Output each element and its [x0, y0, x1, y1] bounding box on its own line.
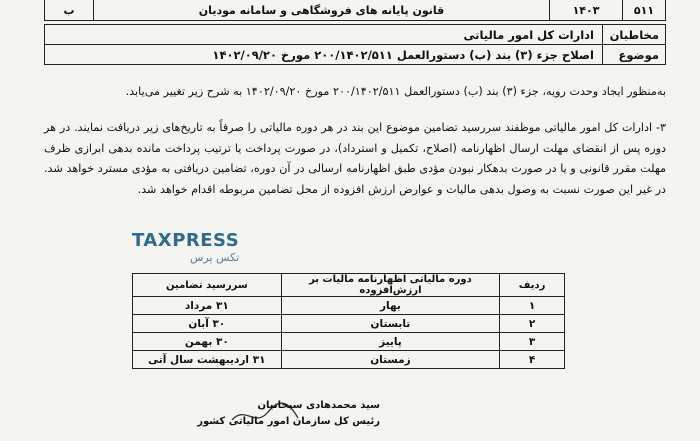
header-year: ۱۴۰۳ [549, 0, 622, 20]
th-row: ردیف [500, 274, 565, 297]
header-number: ۵۱۱ [622, 0, 665, 20]
intro-paragraph: به‌منظور ایجاد وحدت رویه، جزء (۳) بند (ب) دستورالعمل ۲۰۰/۱۴۰۲/۵۱۱ مورخ ۱۴۰۲/۰۹/۲۰ به شرح زیر تغییر می‌یابد. [125, 85, 666, 98]
cell-due: ۳۰ آبان [133, 315, 282, 333]
addressee-label: مخاطبان [602, 25, 665, 44]
signature-block [180, 398, 380, 430]
subject-row [45, 44, 665, 64]
subject-label: موضوع [602, 45, 665, 64]
meta-box [44, 24, 666, 65]
watermark-sub: تکس پرس [189, 251, 240, 264]
cell-due: ۳۱ مرداد [133, 297, 282, 315]
watermark-logo: TAXPRESS [132, 230, 240, 251]
cell-row: ۱ [500, 297, 565, 315]
signer-title: رئیس کل سازمان امور مالیاتی کشور [197, 416, 380, 427]
cell-due: ۳۰ بهمن [133, 333, 282, 351]
guarantee-table [132, 273, 565, 369]
table-row [133, 315, 565, 333]
addressee-row [45, 25, 665, 44]
subject-value: اصلاح جزء (۳) بند (ب) دستورالعمل ۲۰۰/۱۴۰۲/۵۱۱ مورخ ۱۴۰۲/۰۹/۲۰ [212, 47, 594, 62]
table-row [133, 333, 565, 351]
body-paragraph: ۳- ادارات کل امور مالیاتی موظفند سررسید تضامین موضوع این بند در هر دوره مالیاتی را صرفاً به تاریخ‌های زیر دریافت نمایند. در هر دوره پس از انقضای مهلت ارسال اظهارنامه (اصلاح، تکمیل و استرداد)، در صورت پرداخت یا ترتیب پرداخت مانده بدهی ابرازی ظرف مهلت مقرر قانونی و یا در صورت بدهکار نبودن مؤدی طبق اظهارنامه ارسالی در آن دوره، تضامین دریافتی به مؤدی مسترد خواهد شد. در غیر این صورت نسبت به وصول بدهی مالیات و عوارض ارزش افزوده از محل تضامین مربوطه اقدام خواهد شد. [44, 121, 666, 196]
header-clause: ب [63, 3, 75, 17]
cell-period: تابستان [281, 315, 499, 333]
th-due: سررسید تضامین [133, 274, 282, 297]
cell-row: ۲ [500, 315, 565, 333]
cell-period: پاییز [281, 333, 499, 351]
cell-row: ۳ [500, 333, 565, 351]
table-header-row [133, 274, 565, 297]
addressee-value: ادارات کل امور مالیاتی [463, 27, 594, 42]
cell-period: بهار [281, 297, 499, 315]
table-row [133, 297, 565, 315]
header-row [44, 0, 666, 21]
th-period: دوره مالیاتی اظهارنامه مالیات بر ارزش‌افزوده [281, 274, 499, 297]
cell-row: ۴ [500, 351, 565, 369]
watermark [132, 230, 239, 264]
cell-due: ۳۱ اردیبهشت سال آتی [133, 351, 282, 369]
header-law: قانون پایانه های فروشگاهی و سامانه مودیان [93, 0, 549, 20]
cell-period: زمستان [281, 351, 499, 369]
table-row [133, 351, 565, 369]
signer-name: سید محمدهادی سبحانیان [257, 400, 380, 411]
